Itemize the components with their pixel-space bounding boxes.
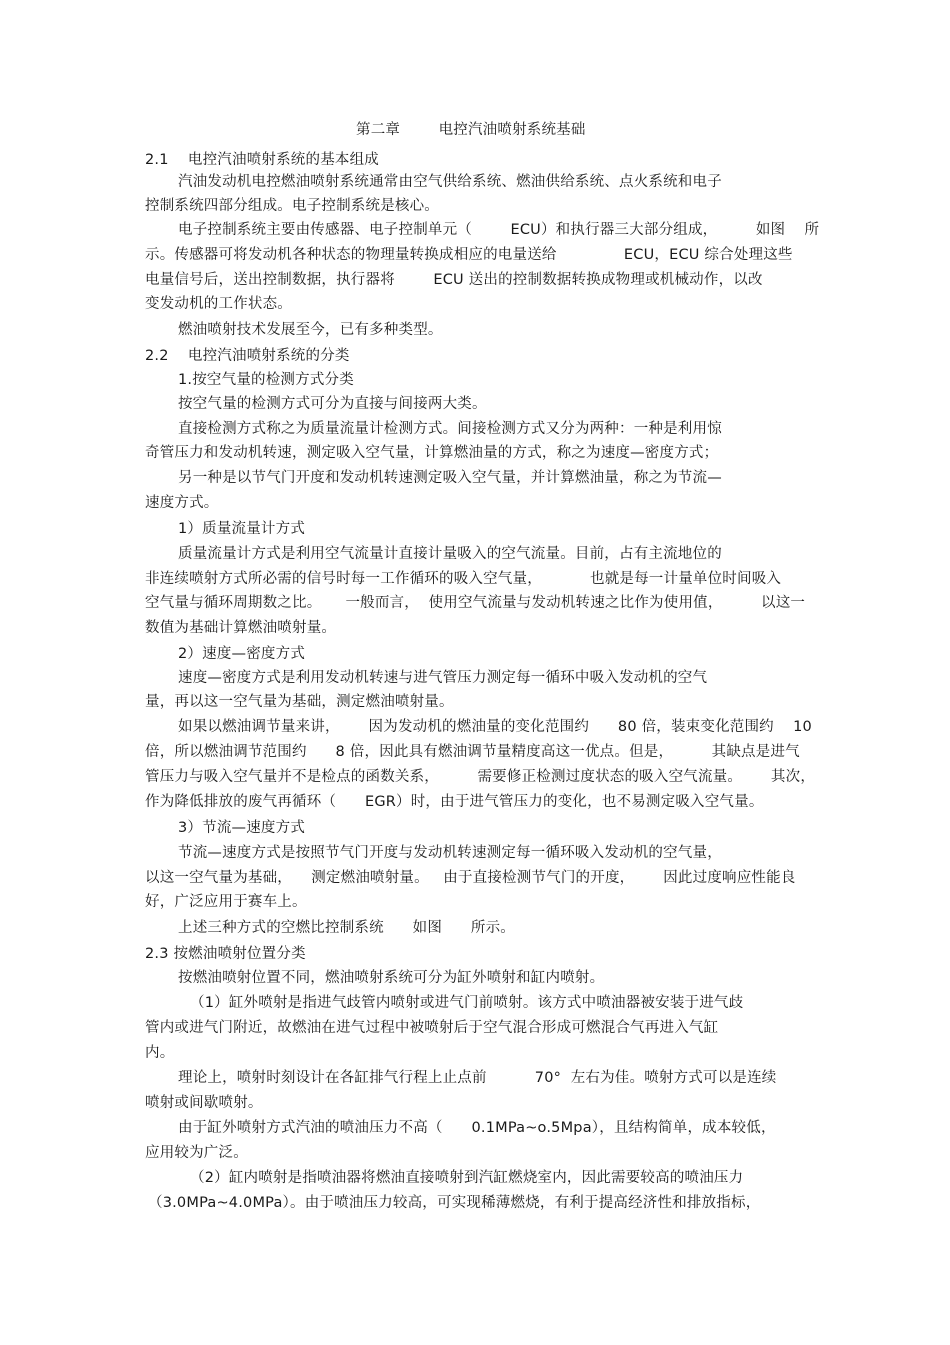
text-line: 控制系统四部分组成。电子控制系统是核心。 <box>145 198 439 214</box>
text-line: 管压力与吸入空气量并不是检点的函数关系， 需要修正检测过度状态的吸入空气流量。 其次， <box>145 769 816 785</box>
text-line: 质量流量计方式是利用空气流量计直接计量吸入的空气流量。目前，占有主流地位的 <box>178 546 722 562</box>
text-line: 量，再以这一空气量为基础，测定燃油喷射量。 <box>145 694 454 710</box>
text-line: 以这一空气量为基础， 测定燃油喷射量。 由于直接检测节气门的开度， 因此过度响应性能良 <box>145 870 796 886</box>
text-line: 速度—密度方式是利用发动机转速与进气管压力测定每一循环中吸入发动机的空气 <box>178 670 708 686</box>
text-line: 节流—速度方式是按照节气门开度与发动机转速测定每一循环吸入发动机的空气量， <box>178 845 722 861</box>
text-line: 3）节流—速度方式 <box>178 820 306 836</box>
text-line: （3.0MPa~4.0MPa）。由于喷油压力较高，可实现稀薄燃烧，有利于提高经济性和排放指标， <box>148 1195 761 1211</box>
text-line: 2.2 电控汽油喷射系统的分类 <box>145 348 350 364</box>
text-line: 1）质量流量计方式 <box>178 521 306 537</box>
text-line: 倍，所以燃油调节范围约 8 倍，因此具有燃油调节量精度高这一优点。但是， 其缺点是进气 <box>145 744 800 760</box>
text-line: 空气量与循环周期数之比。 一般而言， 使用空气流量与发动机转速之比作为使用值， 以这一 <box>145 595 806 611</box>
text-line: 理论上，喷射时刻设计在各缸排气行程上止点前 70° 左右为佳。喷射方式可以是连续 <box>178 1070 777 1086</box>
text-line: 1.按空气量的检测方式分类 <box>178 372 354 388</box>
text-line: 内。 <box>145 1045 175 1061</box>
text-line: 汽油发动机电控燃油喷射系统通常由空气供给系统、燃油供给系统、点火系统和电子 <box>178 174 722 190</box>
text-line: 好，广泛应用于赛车上。 <box>145 894 307 910</box>
text-line: 奇管压力和发动机转速，测定吸入空气量，计算燃油量的方式，称之为速度—密度方式； <box>145 445 719 461</box>
text-line: 另一种是以节气门开度和发动机转速测定吸入空气量，并计算燃油量，称之为节流— <box>178 470 722 486</box>
text-line: 数值为基础计算燃油喷射量。 <box>145 620 337 636</box>
text-line: 喷射或间歇喷射。 <box>145 1095 263 1111</box>
text-line: （1）缸外喷射是指进气歧管内喷射或进气门前喷射。该方式中喷油器被安装于进气歧 <box>190 995 744 1011</box>
text-line: 电量信号后，送出控制数据，执行器将 ECU 送出的控制数据转换成物理或机械动作，以改 <box>145 272 763 288</box>
text-line: 2）速度—密度方式 <box>178 646 306 662</box>
text-line: 由于缸外喷射方式汽油的喷油压力不高（ 0.1MPa~o.5Mpa），且结构简单，成本较低， <box>178 1120 776 1136</box>
text-line: 示。传感器可将发动机各种状态的物理量转换成相应的电量送给 ECU，ECU 综合处理这些 <box>145 247 793 263</box>
text-line: 如果以燃油调节量来讲， 因为发动机的燃油量的变化范围约 80 倍，装束变化范围约 10 <box>178 719 812 735</box>
text-line: 2.1 电控汽油喷射系统的基本组成 <box>145 152 379 168</box>
text-line: 燃油喷射技术发展至今，已有多种类型。 <box>178 322 443 338</box>
text-line: 速度方式。 <box>145 495 219 511</box>
text-line: 2.3 按燃油喷射位置分类 <box>145 946 306 962</box>
text-line: 直接检测方式称之为质量流量计检测方式。间接检测方式又分为两种：一种是利用惊 <box>178 421 722 437</box>
text-line: 按燃油喷射位置不同，燃油喷射系统可分为缸外喷射和缸内喷射。 <box>178 970 605 986</box>
chapter-title: 第二章 电控汽油喷射系统基础 <box>356 122 586 138</box>
text-line: 上述三种方式的空燃比控制系统 如图 所示。 <box>178 920 516 936</box>
text-line: 管内或进气门附近，故燃油在进气过程中被喷射后于空气混合形成可燃混合气再进入气缸 <box>145 1020 719 1036</box>
text-line: 作为降低排放的废气再循环（ EGR）时，由于进气管压力的变化，也不易测定吸入空气量。 <box>145 794 764 810</box>
text-line: 非连续喷射方式所必需的信号时每一工作循环的吸入空气量， 也就是每一计量单位时间吸入 <box>145 571 782 587</box>
text-line: 应用较为广泛。 <box>145 1145 248 1161</box>
text-line: （2）缸内喷射是指喷油器将燃油直接喷射到汽缸燃烧室内，因此需要较高的喷油压力 <box>190 1170 744 1186</box>
text-line: 变发动机的工作状态。 <box>145 296 292 312</box>
text-line: 按空气量的检测方式可分为直接与间接两大类。 <box>178 396 487 412</box>
text-line: 电子控制系统主要由传感器、电子控制单元（ ECU）和执行器三大部分组成， 如图 所 <box>178 222 820 238</box>
